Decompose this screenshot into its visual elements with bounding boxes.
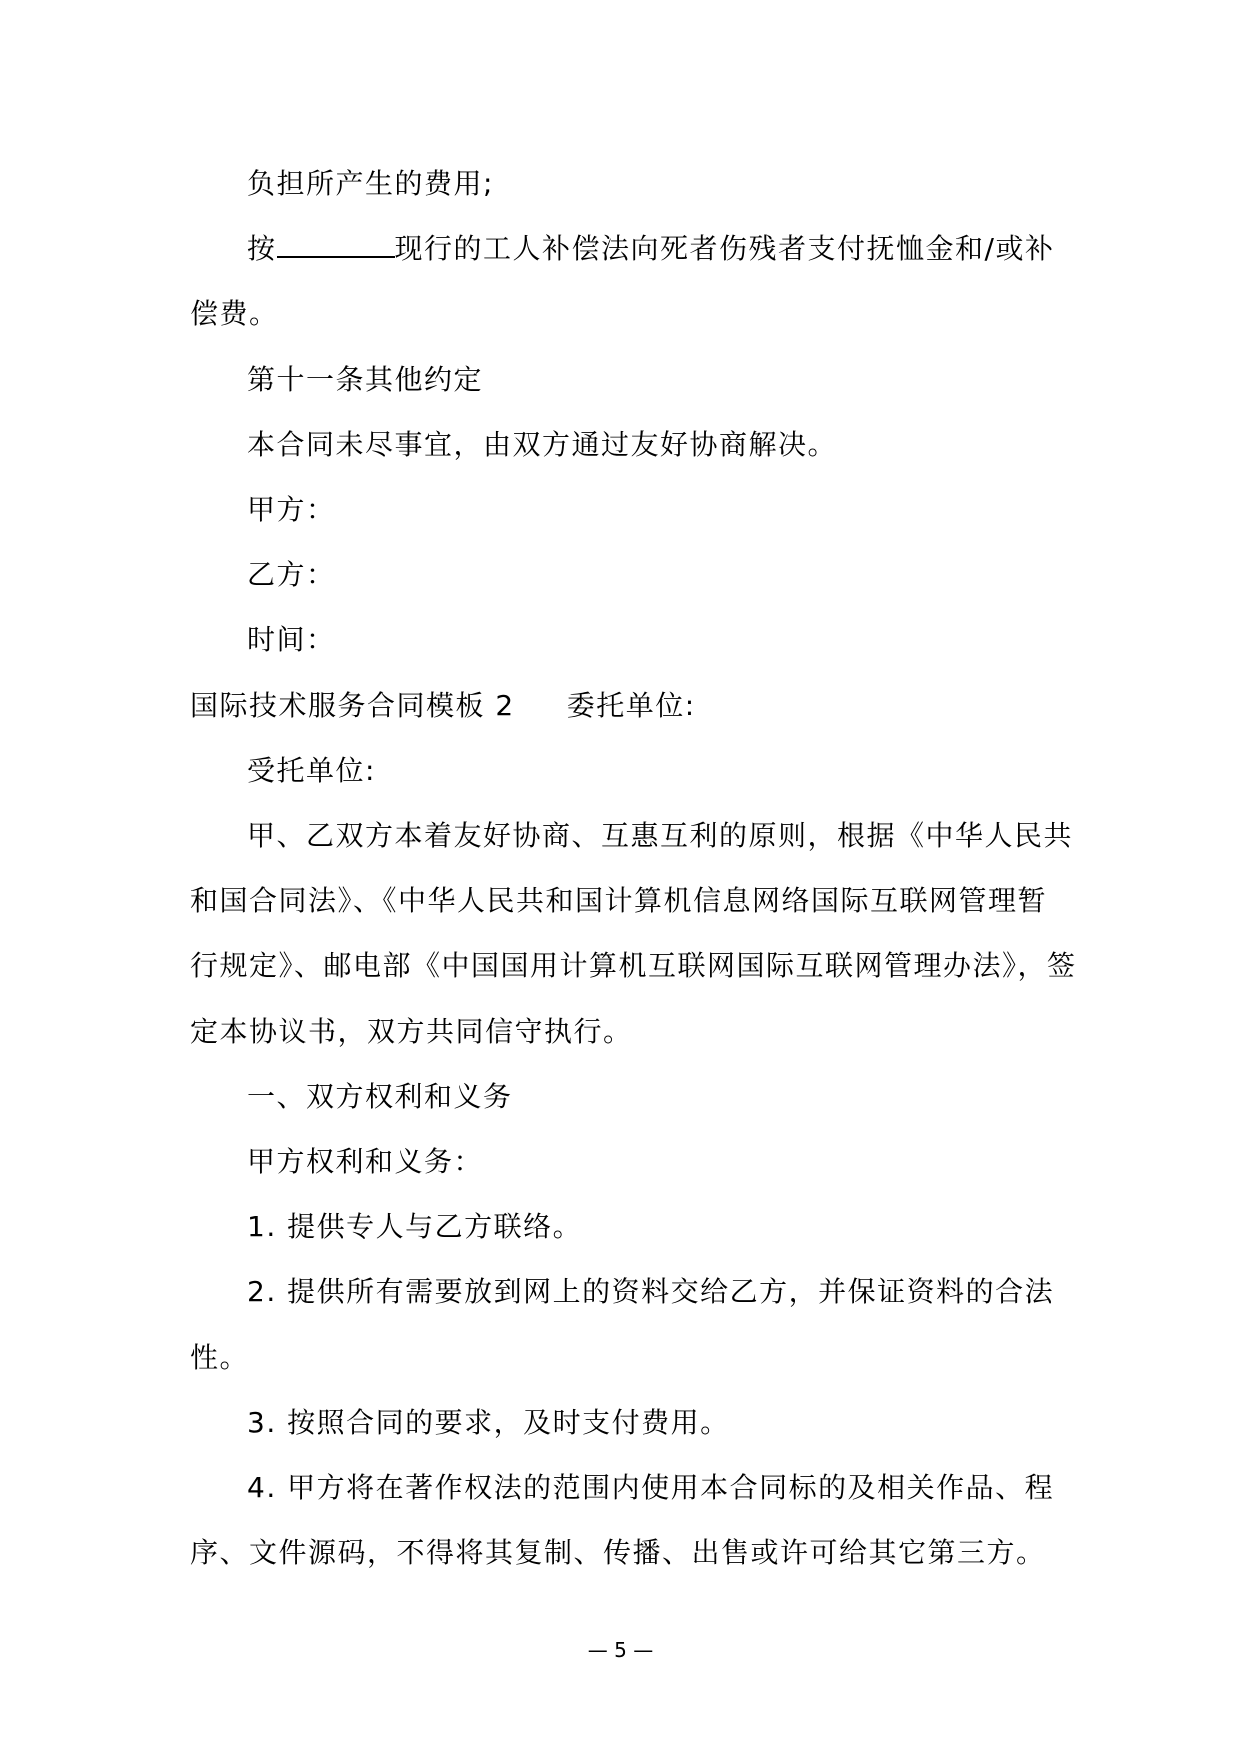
text-line: 负担所产生的费用; xyxy=(247,167,494,200)
list-item: 1. 提供专人与乙方联络。 xyxy=(247,1210,583,1243)
text-line: 性。 xyxy=(190,1341,250,1374)
page-number: — 5 — xyxy=(587,1638,654,1662)
text-segment: 按 xyxy=(247,232,277,265)
date-label: 时间： xyxy=(247,623,336,656)
text-line: 和国合同法》、《中华人民共和国计算机信息网络国际互联网管理暂 xyxy=(190,884,1048,917)
text-line: 序、文件源码，不得将其复制、传播、出售或许可给其它第三方。 xyxy=(190,1536,1046,1569)
text-segment: 现行的工人补偿法向死者伤残者支付抚恤金和/或补 xyxy=(394,232,1055,265)
fill-in-blank xyxy=(277,230,395,258)
list-item: 3. 按照合同的要求，及时支付费用。 xyxy=(247,1406,730,1439)
contractor-label: 受托单位: xyxy=(247,754,376,787)
text-line xyxy=(247,229,1127,269)
subsection-heading: 甲方权利和义务： xyxy=(247,1145,484,1178)
list-item: 4. 甲方将在著作权法的范围内使用本合同标的及相关作品、程 xyxy=(247,1471,1055,1504)
text-line: 偿费。 xyxy=(190,297,279,330)
text-line: 定本协议书，双方共同信守执行。 xyxy=(190,1015,633,1048)
section-heading: 一、双方权利和义务 xyxy=(247,1080,513,1113)
client-label: 委托单位: xyxy=(566,689,696,722)
party-b-label: 乙方： xyxy=(247,558,336,591)
text-line: 甲、乙双方本着友好协商、互惠互利的原则，根据《中华人民共 xyxy=(247,819,1074,852)
contract-title: 国际技术服务合同模板 2 xyxy=(190,689,515,722)
party-a-label: 甲方： xyxy=(247,493,336,526)
text-line: 行规定》、邮电部《中国国用计算机互联网国际互联网管理办法》，签 xyxy=(190,949,1077,982)
section-heading: 第十一条其他约定 xyxy=(247,363,484,396)
contract-title-line xyxy=(190,686,1070,726)
list-item: 2. 提供所有需要放到网上的资料交给乙方，并保证资料的合法 xyxy=(247,1275,1055,1308)
text-line: 本合同未尽事宜，由双方通过友好协商解决。 xyxy=(247,428,838,461)
